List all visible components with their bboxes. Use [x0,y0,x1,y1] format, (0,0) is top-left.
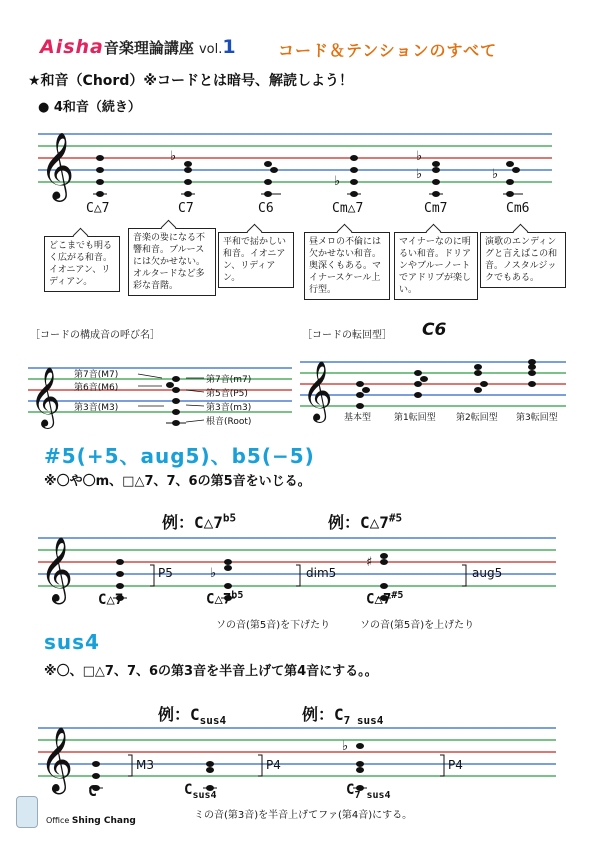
interval-label: P4 [266,758,281,772]
interval-label: P4 [448,758,463,772]
staff-chord-base: C△7 [206,591,232,608]
tone-label: 第3音(M3) [74,403,119,413]
interval-label: dim5 [306,566,337,580]
tone-label: 第6音(M6) [74,383,119,393]
tones-heading: ［コードの構成音の呼び名］ [30,330,160,341]
inversion-label: 第2転回型 [456,413,498,423]
tone-label: 第7音(m7) [206,375,252,385]
example-label [162,510,236,533]
staff-chord-base: C [88,782,98,800]
treble-clef-icon: 𝄞 [30,367,61,427]
inversions-heading: ［コードの転回型］ [302,330,392,341]
tone-label: 根音(Root) [206,417,252,427]
fifth-note: ※〇や〇m、□△7、7、6の第5音をいじる。 [44,474,311,489]
inversion-label: 第3転回型 [516,413,558,423]
example-prefix: 例： [302,705,335,724]
staff-chord-label [346,782,391,801]
staff-chord-sub: 7 sus4 [354,789,391,801]
staff-chord-label [88,782,97,800]
example-prefix: 例： [158,705,191,724]
chord-name: C7 [178,201,194,216]
example-label [328,510,402,533]
footer-credit [46,816,136,826]
staff-tones [28,367,292,429]
inversions-chord: C6 [422,320,447,340]
chord-notes-cmmaj7 [334,155,361,197]
example-label [302,702,383,727]
sus4-heading: sus4 [44,630,100,654]
interval-label: M3 [136,758,154,772]
page-subtitle: コード＆テンションのすべて [278,41,498,60]
chord-description: マイナーなのに明るい和音。ドリアンやブルーノートでアドリブが楽しい。 [394,232,478,300]
volume-number: 1 [222,36,236,58]
example-chord: C [190,705,200,724]
tone-label: 第7音(M7) [74,370,119,380]
example-chord-sup: #5 [388,511,403,525]
example-chord: C△7 [194,513,223,532]
svg-text:♭: ♭ [416,167,423,182]
staff-chord-base: C△7 [98,592,124,608]
svg-text:♭: ♭ [492,167,499,182]
example-chord-sup: b5 [222,511,237,525]
chord-name: Cm△7 [332,201,364,216]
example-chord-sub: 7 sus4 [343,714,384,728]
chord-description: 演歌のエンディングと言えばこの和音。ノスタルジックでもある。 [480,232,566,288]
staff-chord-base: C [184,782,193,798]
tone-label: 第5音(P5) [206,389,248,399]
sus4-caption: ミの音(第3音)を半音上げてファ(第4音)にする。 [194,810,413,821]
volume-label: vol. [198,42,223,57]
inversion-label: 基本型 [344,413,372,423]
tone-label: 第3音(m3) [206,403,252,413]
fifth-caption: ソの音(第5音)を上げたり [360,620,475,631]
treble-clef-icon: 𝄞 [40,131,75,199]
staff-chord-label [98,592,123,608]
staff-chord-sup: #5 [391,590,404,601]
staff-1 [38,131,552,202]
treble-clef-icon: 𝄞 [40,537,74,602]
interval-label: P5 [158,566,173,580]
footer-office: Office [46,816,70,825]
staff-chord-label [366,590,403,608]
treble-clef-icon: 𝄞 [40,727,74,792]
footer-name: Shing Chang [71,816,136,826]
chord-name: Cm6 [506,201,530,216]
chord-notes-cm7 [416,149,443,197]
staff-chord-label [206,590,243,608]
chord-description: どこまでも明るく広がる和音。イオニアン、リディアン。 [44,236,120,292]
interval-label: aug5 [472,566,503,580]
example-chord: C△7 [360,513,389,532]
brand-name: Aisha [40,36,104,58]
svg-text:♭: ♭ [210,566,217,581]
staff-chord-label [184,782,217,801]
section-chord-subheading: ● 4和音（続き） [38,100,141,115]
staff-chord-base: C△7 [366,591,392,608]
chord-notes-c7 [170,149,195,197]
chord-description: 平和で揺かしい和音。イオニアン、リディアン。 [218,232,294,288]
chord-name: Cm7 [424,201,448,216]
treble-clef-icon: 𝄞 [302,361,333,421]
staff-chord-base: C [346,782,355,798]
fifth-caption: ソの音(第5音)を下げたり [216,620,331,631]
chord-name: C6 [258,201,274,216]
example-chord-sub: sus4 [199,714,227,728]
chord-description: 昼メロの不倫には欠かせない和音。奥深くもある。マイナースケール上行型。 [304,232,390,300]
staff-1-notes [93,149,523,197]
sus4-notes [89,739,367,791]
section-chord-heading: ★和音（Chord）※コードとは暗号、解読しよう！ [28,73,353,89]
fifth-heading: #5(+5、aug5)、b5(−5) [44,444,315,468]
fifth-notes [113,553,391,601]
course-title: 音楽理論講座 [103,39,194,57]
example-label [158,702,226,727]
chord-notes-cmaj7 [93,155,107,197]
chord-notes-c6 [261,161,281,197]
chord-description: 音楽の要になる不響和音。ブルースには欠かせない。オルタードなど多彩な音階。 [128,228,216,296]
sus4-note: ※〇、□△7、7、6の第3音を半音上げて第4音にする。。 [44,664,378,679]
svg-text:♭: ♭ [334,174,341,189]
svg-text:♭: ♭ [416,149,423,164]
svg-text:♯: ♯ [366,555,373,570]
inversion-label: 第1転回型 [394,413,436,423]
svg-text:♭: ♭ [342,739,349,754]
example-prefix: 例： [162,513,195,532]
tone-arrows [138,374,204,422]
staff-chord-sup: b5 [231,590,244,601]
mascot-icon [16,796,38,828]
interval-brackets [128,755,444,776]
staff-sus4 [38,727,556,794]
chord-name: C△7 [86,201,110,216]
staff-chord-sub: sus4 [192,789,217,801]
chord-notes-cm6 [492,161,523,197]
svg-text:♭: ♭ [170,149,177,164]
example-prefix: 例： [328,513,361,532]
example-chord: C [334,705,344,724]
